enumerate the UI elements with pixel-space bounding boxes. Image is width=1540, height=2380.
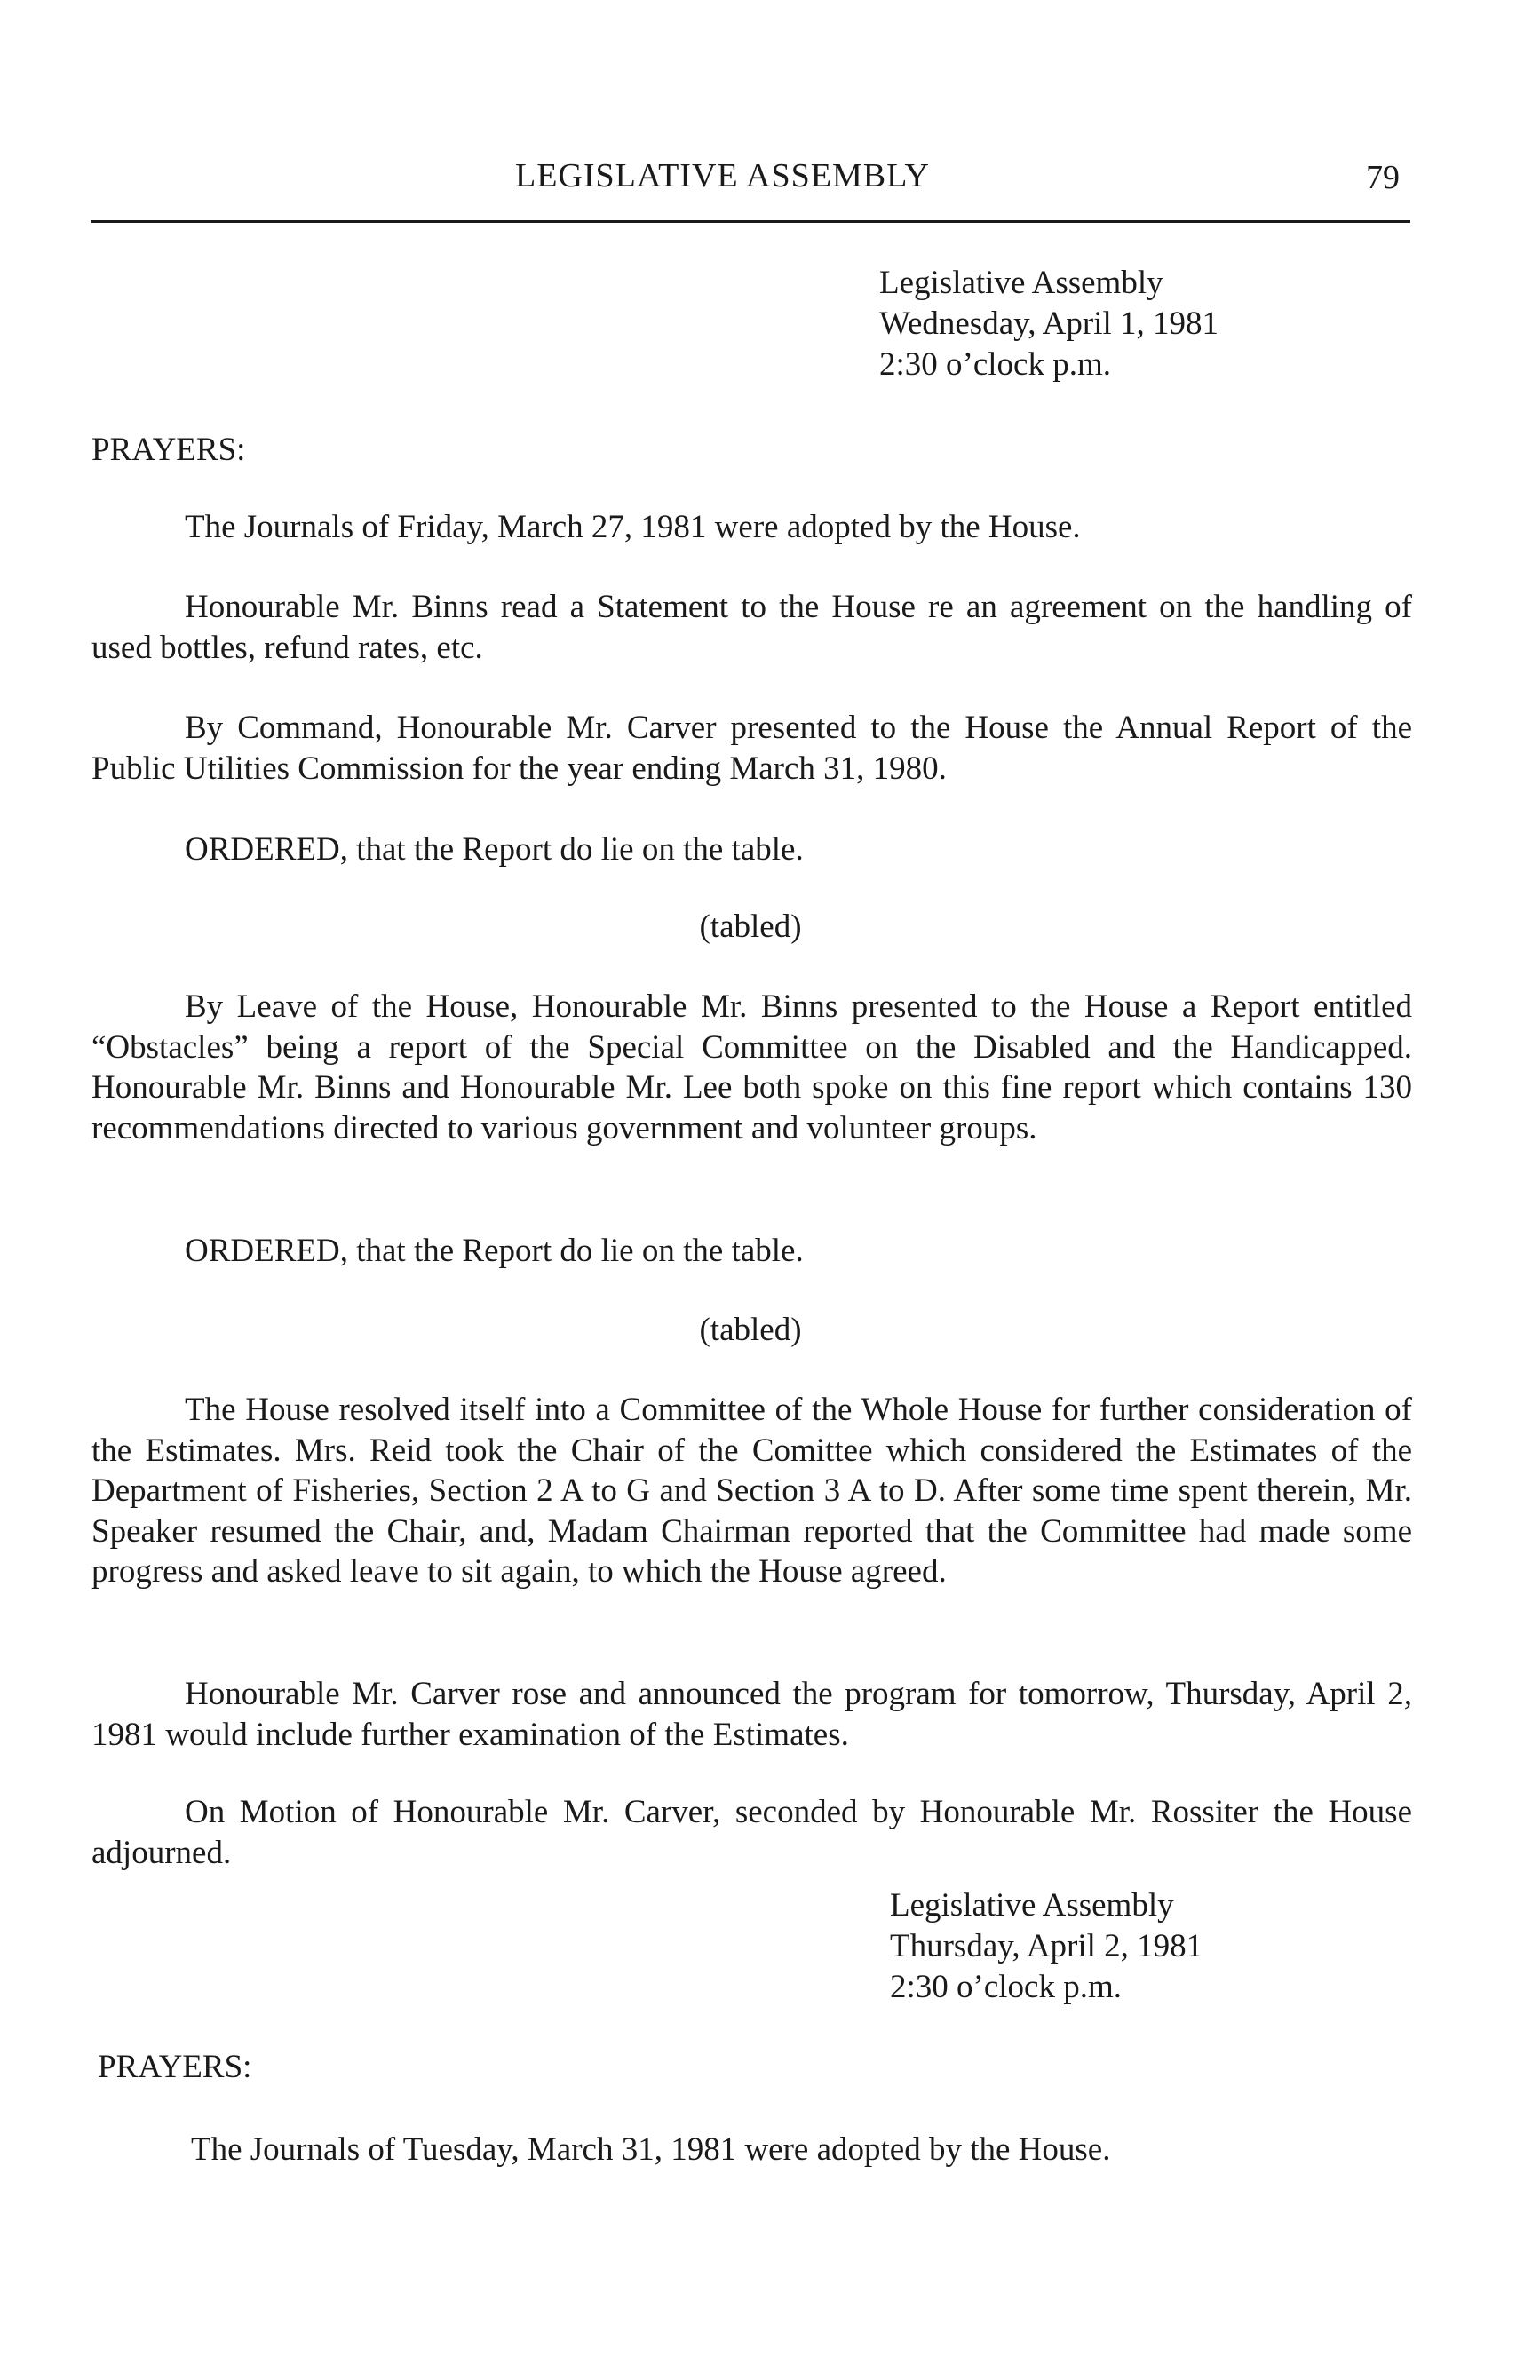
session2-prayers-heading: PRAYERS: [98, 2049, 252, 2085]
tabled-marker-1: (tabled) [699, 908, 802, 945]
session1-paragraph-adjourned: On Motion of Honourable Mr. Carver, seconded by Honourable Mr. Rossiter the House adjourned. [91, 1794, 1412, 1871]
header-divider [91, 220, 1410, 223]
session1-dateline [879, 263, 1219, 385]
session1-paragraph-committee: The House resolved itself into a Committee of the Whole House for further consideration of the Estimates. Mrs. Reid took the Chair of the Comittee which considered the Estimates of the Department of Fisheries, Section 2 A to G and Section 3 A to D. After some time spent therein, Mr. Speaker resumed the Chair, and, Madam Chairman reported that the Committee had made some progress and asked leave to sit again, to which the House agreed. [91, 1392, 1412, 1590]
session2-paragraph-journals: The Journals of Tuesday, March 31, 1981 were adopted by the House. [191, 2131, 1111, 2168]
page-number: 79 [1366, 159, 1400, 196]
session2-dateline-body: Legislative Assembly [890, 1887, 1174, 1924]
session2-dateline [890, 1885, 1203, 2008]
session1-paragraph-journals: The Journals of Friday, March 27, 1981 were adopted by the House. [185, 509, 1081, 545]
session1-dateline-time: 2:30 o’clock p.m. [879, 346, 1112, 383]
session1-paragraph-ordered-1: ORDERED, that the Report do lie on the table. [185, 831, 804, 868]
session1-paragraph-ordered-2: ORDERED, that the Report do lie on the table. [185, 1233, 804, 1269]
session1-paragraph-annual-report: By Command, Honourable Mr. Carver presented to the House the Annual Report of the Public Utilities Commission for the year ending March 31, 1980. [91, 710, 1412, 787]
tabled-marker-2: (tabled) [699, 1312, 802, 1348]
session1-paragraph-obstacles-report: By Leave of the House, Honourable Mr. Binns presented to the House a Report entitled “Obstacles” being a report of the Special Committee on the Disabled and the Handicapped. Honourable Mr. Binns and Honourable Mr. Lee both spoke on this fine report which contains 130 recommendations directed to various government and volunteer groups. [91, 988, 1412, 1146]
session1-paragraph-program: Honourable Mr. Carver rose and announced the program for tomorrow, Thursday, April 2, 1981 would include further examination of the Estimates. [91, 1676, 1412, 1753]
session2-dateline-time: 2:30 o’clock p.m. [890, 1969, 1123, 2005]
session1-dateline-date: Wednesday, April 1, 1981 [879, 305, 1219, 342]
running-header-title: LEGISLATIVE ASSEMBLY [515, 157, 930, 194]
session1-dateline-body: Legislative Assembly [879, 265, 1163, 301]
session1-prayers-heading: PRAYERS: [91, 432, 246, 468]
session2-dateline-date: Thursday, April 2, 1981 [890, 1928, 1203, 1964]
session1-paragraph-statement: Honourable Mr. Binns read a Statement to the House re an agreement on the handling of used bottles, refund rates, etc. [91, 589, 1412, 666]
